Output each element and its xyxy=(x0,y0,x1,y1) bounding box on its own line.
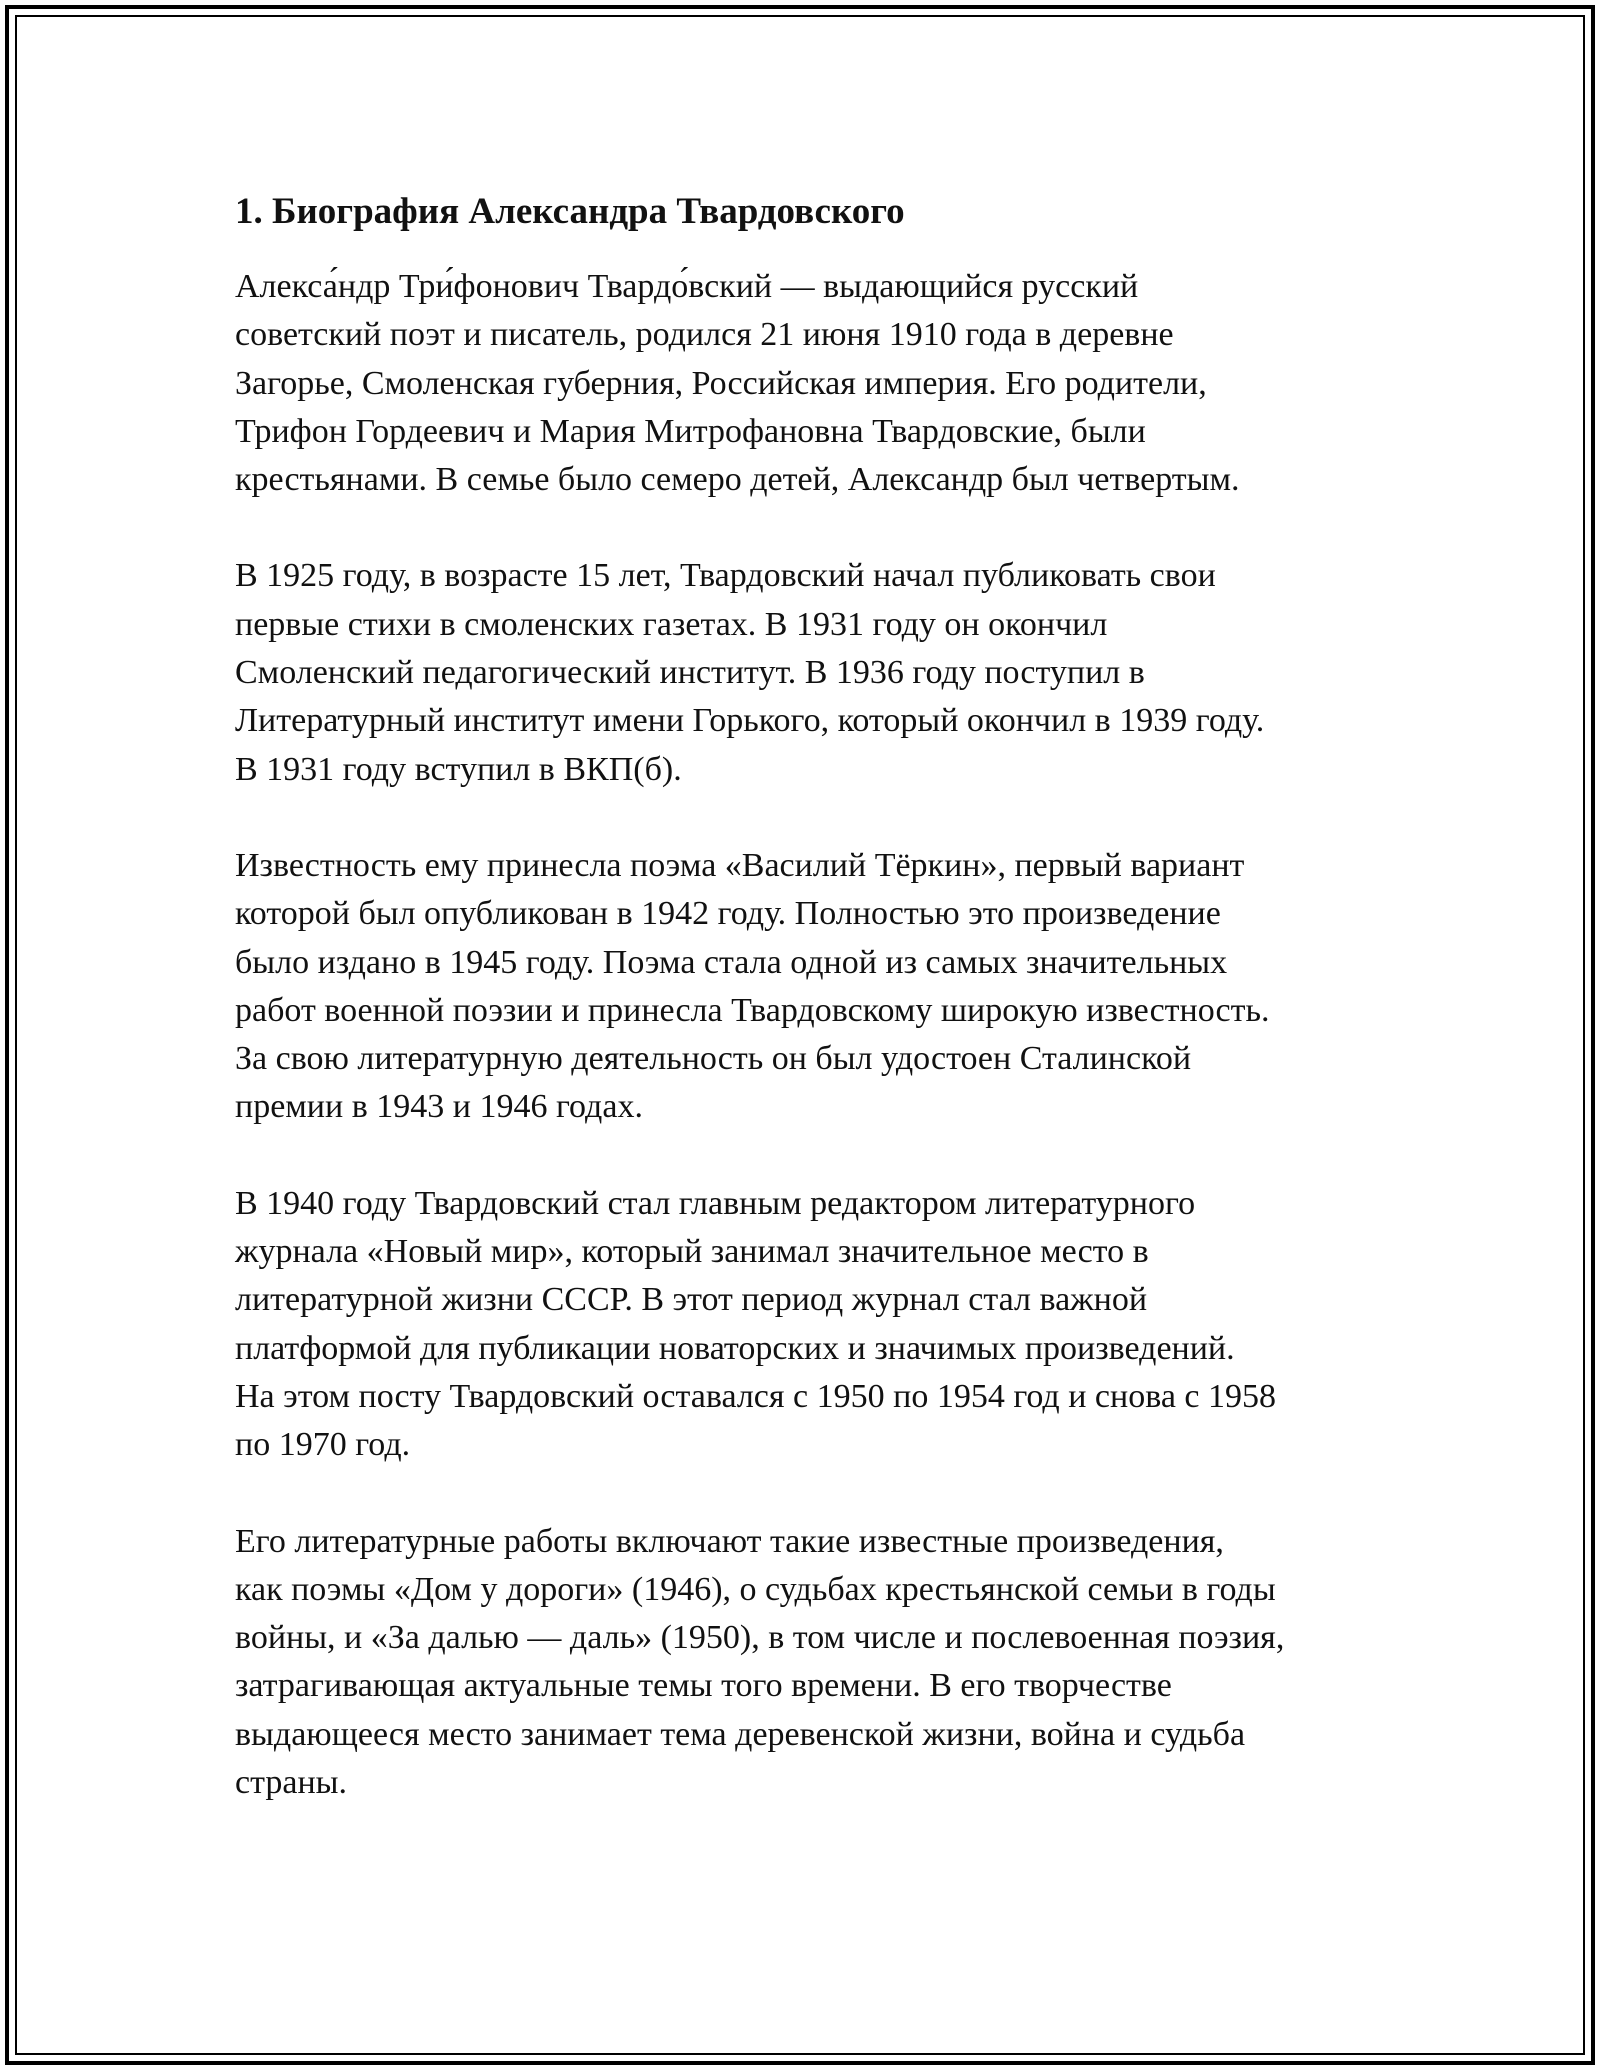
text-line: Литературный институт имени Горького, который окончил в 1939 году. xyxy=(235,702,1265,740)
text-line: войны, и «За далью — даль» (1950), в том числе и послевоенная поэзия, xyxy=(235,1619,1285,1657)
text-line: Известность ему принесла поэма «Василий Тёркин», первый вариант xyxy=(235,846,1245,884)
text-line: литературной жизни СССР. В этот период журнал стал важной xyxy=(235,1281,1148,1319)
text-line: В 1940 году Твардовский стал главным редактором литературного xyxy=(235,1184,1196,1222)
text-line: первые стихи в смоленских газетах. В 1931 году он окончил xyxy=(235,605,1108,643)
text-line: как поэмы «Дом у дороги» (1946), о судьбах крестьянской семьи в годы xyxy=(235,1570,1276,1608)
paragraph-education xyxy=(235,552,1385,793)
text-line: Загорье, Смоленская губерния, Российская империя. Его родители, xyxy=(235,364,1207,402)
paragraph-vasily-terkin xyxy=(235,842,1385,1132)
text-line: было издано в 1945 году. Поэма стала одной из самых значительных xyxy=(235,943,1228,981)
text-line: работ военной поэзии и принесла Твардовскому широкую известность. xyxy=(235,991,1270,1029)
section-heading: 1. Биография Александра Твардовского xyxy=(235,191,905,232)
text-line: выдающееся место занимает тема деревенской жизни, война и судьба xyxy=(235,1715,1246,1753)
paragraph-novy-mir xyxy=(235,1180,1385,1470)
text-line: страны. xyxy=(235,1764,347,1802)
text-line: которой был опубликован в 1942 году. Полностью это произведение xyxy=(235,895,1221,933)
text-line: журнала «Новый мир», который занимал значительное место в xyxy=(235,1233,1149,1271)
text-line: затрагивающая актуальные темы того времени. В его творчестве xyxy=(235,1667,1172,1705)
text-line: Его литературные работы включают такие известные произведения, xyxy=(235,1522,1224,1560)
text-line: Трифон Гордеевич и Мария Митрофановна Твардовские, были xyxy=(235,412,1146,450)
text-line: Алекса́ндр Три́фонович Твардо́вский — выдающийся русский xyxy=(235,268,1139,305)
paragraph-early-life xyxy=(235,263,1385,504)
text-line: На этом посту Твардовский оставался с 1950 по 1954 год и снова с 1958 xyxy=(235,1377,1277,1415)
text-line: крестьянами. В семье было семеро детей, Александр был четвертым. xyxy=(235,461,1240,499)
text-line: В 1931 году вступил в ВКП(б). xyxy=(235,750,682,788)
text-line: За свою литературную деятельность он был удостоен Сталинской xyxy=(235,1040,1192,1078)
document-body xyxy=(235,186,1385,1855)
text-line: В 1925 году, в возрасте 15 лет, Твардовский начал публиковать свои xyxy=(235,557,1216,595)
paragraph-literary-works xyxy=(235,1518,1385,1808)
text-line: платформой для публикации новаторских и значимых произведений. xyxy=(235,1329,1235,1367)
text-line: советский поэт и писатель, родился 21 июня 1910 года в деревне xyxy=(235,316,1174,354)
text-line: по 1970 год. xyxy=(235,1426,411,1464)
text-line: Смоленский педагогический институт. В 1936 году поступил в xyxy=(235,654,1145,692)
text-line: премии в 1943 и 1946 годах. xyxy=(235,1088,643,1126)
